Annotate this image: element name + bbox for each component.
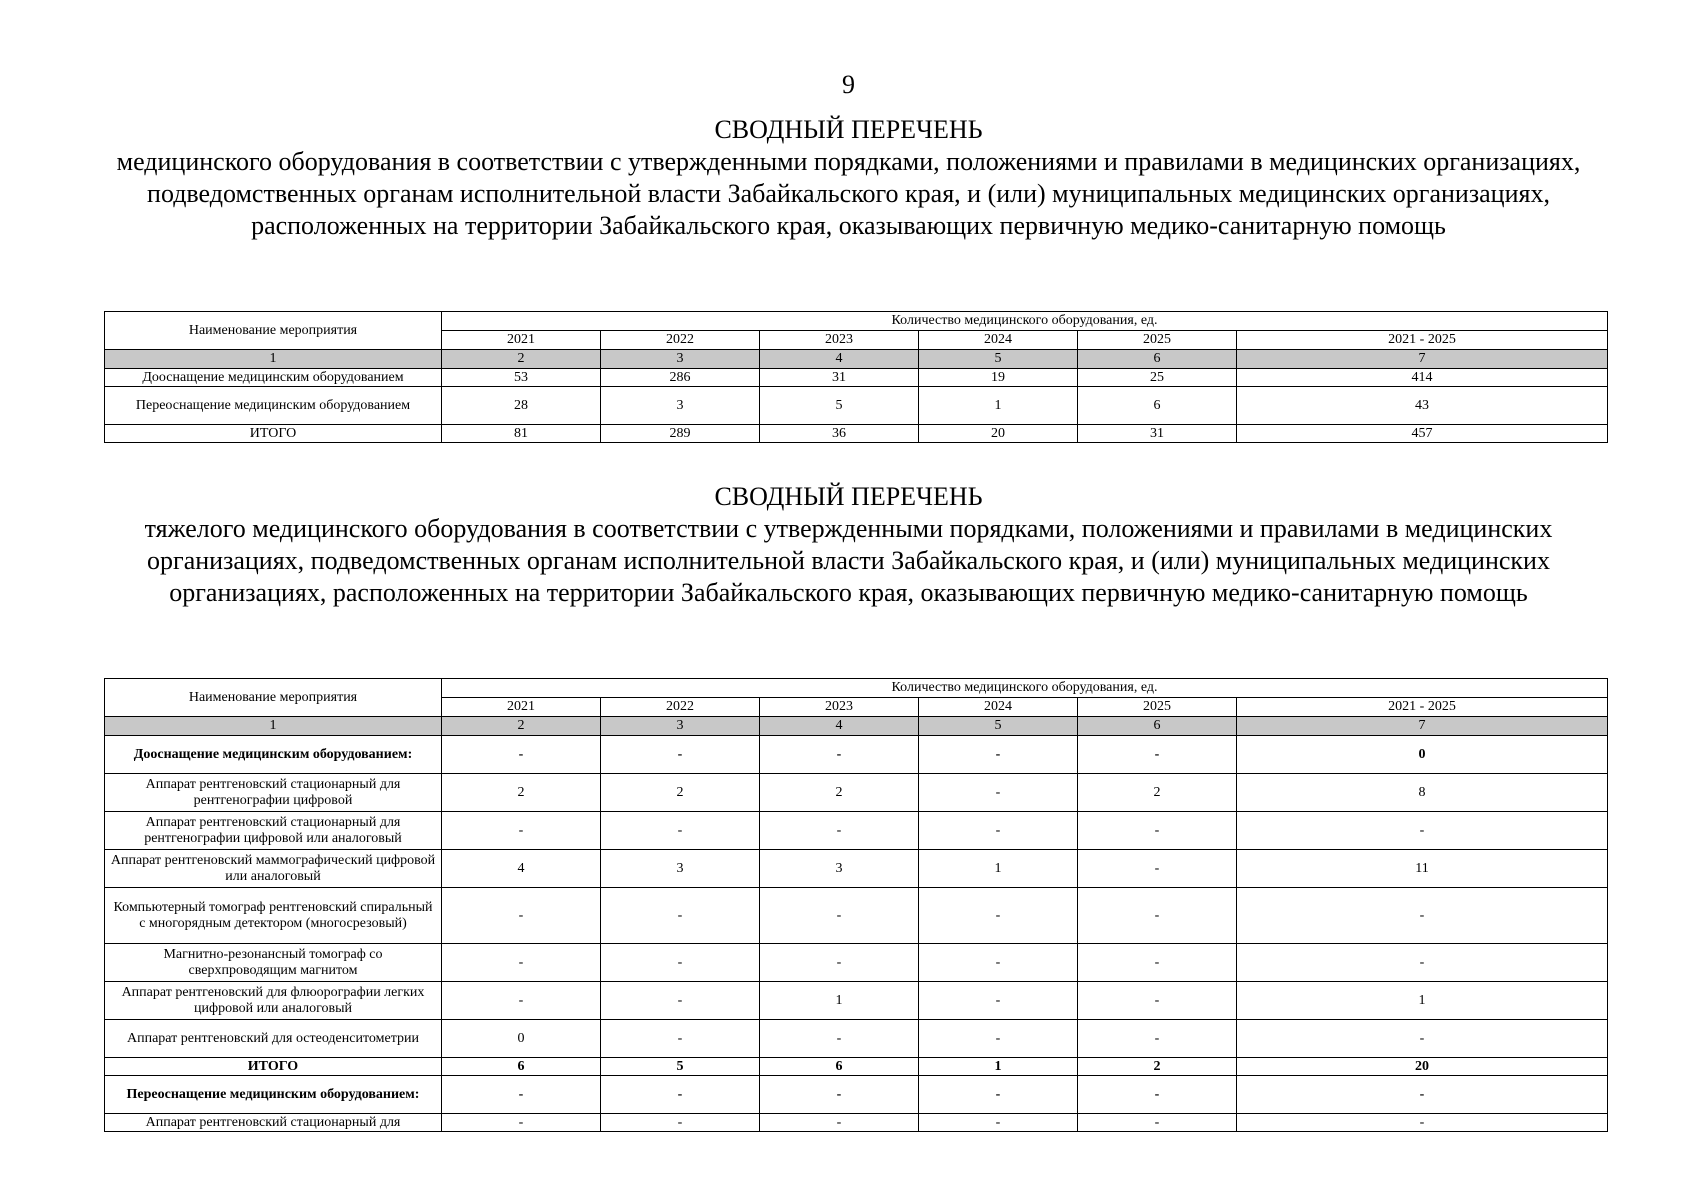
row-value: 2	[760, 774, 919, 812]
row-value: -	[1078, 736, 1237, 774]
row-value: 2	[1078, 774, 1237, 812]
section2-heading	[100, 481, 1597, 609]
row-value: 1	[1237, 982, 1608, 1020]
row-value: -	[919, 1076, 1078, 1114]
column-number: 3	[601, 717, 760, 736]
column-number: 2	[442, 350, 601, 369]
row-value: -	[442, 812, 601, 850]
row-value: -	[601, 812, 760, 850]
table-row	[105, 369, 1608, 387]
row-value: -	[919, 982, 1078, 1020]
row-value: -	[442, 736, 601, 774]
row-name: Аппарат рентгеновский маммографический цифровой или аналоговый	[105, 850, 442, 888]
row-value: -	[1237, 1114, 1608, 1132]
table-row	[105, 850, 1608, 888]
section2-title: СВОДНЫЙ ПЕРЕЧЕНЬ	[714, 482, 983, 511]
column-number: 1	[105, 350, 442, 369]
name-column-header: Наименование мероприятия	[105, 312, 442, 350]
year-header: 2023	[760, 331, 919, 350]
equipment-summary-table	[104, 311, 1608, 443]
table-row	[105, 387, 1608, 425]
table-row	[105, 812, 1608, 850]
row-value: 36	[760, 425, 919, 443]
column-number: 5	[919, 350, 1078, 369]
row-value: -	[919, 944, 1078, 982]
year-header: 2025	[1078, 698, 1237, 717]
row-value: -	[919, 812, 1078, 850]
row-value: -	[1078, 982, 1237, 1020]
row-name: Аппарат рентгеновский для флюорографии легких цифровой или аналоговый	[105, 982, 442, 1020]
year-header: 2023	[760, 698, 919, 717]
table-row	[105, 944, 1608, 982]
table-row	[105, 888, 1608, 944]
year-header: 2024	[919, 698, 1078, 717]
column-number: 1	[105, 717, 442, 736]
row-value: 457	[1237, 425, 1608, 443]
year-header: 2024	[919, 331, 1078, 350]
table-row	[105, 1058, 1608, 1076]
row-value: -	[760, 1020, 919, 1058]
table-row	[105, 1020, 1608, 1058]
row-value: 20	[1237, 1058, 1608, 1076]
row-value: -	[601, 1020, 760, 1058]
page-number: 9	[842, 70, 855, 99]
row-value: -	[1237, 1076, 1608, 1114]
row-value: -	[760, 1114, 919, 1132]
row-value: -	[1078, 1076, 1237, 1114]
row-value: 0	[442, 1020, 601, 1058]
row-value: -	[760, 888, 919, 944]
row-value: -	[919, 774, 1078, 812]
row-value: 3	[601, 850, 760, 888]
row-name: Переоснащение медицинским оборудованием	[105, 387, 442, 425]
header-row	[105, 679, 1608, 698]
row-value: 1	[919, 1058, 1078, 1076]
column-number: 3	[601, 350, 760, 369]
header-row	[105, 312, 1608, 331]
row-value: -	[760, 736, 919, 774]
table-row	[105, 1076, 1608, 1114]
row-value: -	[442, 888, 601, 944]
row-value: 81	[442, 425, 601, 443]
row-name: Дооснащение медицинским оборудованием	[105, 369, 442, 387]
row-value: 6	[442, 1058, 601, 1076]
row-value: 19	[919, 369, 1078, 387]
year-header: 2021 - 2025	[1237, 331, 1608, 350]
column-number: 2	[442, 717, 601, 736]
row-value: 11	[1237, 850, 1608, 888]
row-value: 3	[601, 387, 760, 425]
row-value: 1	[760, 982, 919, 1020]
row-value: -	[1078, 812, 1237, 850]
row-value: -	[1237, 1020, 1608, 1058]
row-value: -	[760, 812, 919, 850]
column-number: 5	[919, 717, 1078, 736]
row-value: 8	[1237, 774, 1608, 812]
column-numbers-row	[105, 717, 1608, 736]
section1-heading	[100, 114, 1597, 242]
quantity-group-header: Количество медицинского оборудования, ед.	[442, 679, 1608, 698]
heavy-equipment-table	[104, 678, 1608, 1132]
column-number: 6	[1078, 350, 1237, 369]
section2-subtitle: тяжелого медицинского оборудования в соответствии с утвержденными порядками, положениями и правилами в медицинских организациях, подведомственных органам исполнительной власти Забайкальского края, и (или) муниципальных медицинских организациях, расположенных на территории Забайкальского края, оказывающих первичную медико-санитарную помощь	[144, 514, 1553, 607]
row-value: 53	[442, 369, 601, 387]
row-value: -	[442, 982, 601, 1020]
row-value: 2	[1078, 1058, 1237, 1076]
row-value: 4	[442, 850, 601, 888]
table-row	[105, 982, 1608, 1020]
row-value: -	[1078, 850, 1237, 888]
column-number: 7	[1237, 350, 1608, 369]
row-value: 25	[1078, 369, 1237, 387]
table-row	[105, 736, 1608, 774]
year-header: 2022	[601, 331, 760, 350]
row-value: -	[601, 982, 760, 1020]
year-header: 2021 - 2025	[1237, 698, 1608, 717]
row-value: 5	[601, 1058, 760, 1076]
row-name: Компьютерный томограф рентгеновский спиральный с многорядным детектором (многосрезовый)	[105, 888, 442, 944]
row-name: Магнитно-резонансный томограф со сверхпроводящим магнитом	[105, 944, 442, 982]
section1-title: СВОДНЫЙ ПЕРЕЧЕНЬ	[714, 115, 983, 144]
row-name: ИТОГО	[105, 425, 442, 443]
year-header: 2022	[601, 698, 760, 717]
quantity-group-header: Количество медицинского оборудования, ед.	[442, 312, 1608, 331]
column-number: 6	[1078, 717, 1237, 736]
row-value: -	[1078, 1020, 1237, 1058]
year-header: 2025	[1078, 331, 1237, 350]
row-value: -	[919, 1020, 1078, 1058]
row-value: -	[601, 888, 760, 944]
row-value: 1	[919, 387, 1078, 425]
row-value: 31	[1078, 425, 1237, 443]
row-value: -	[601, 736, 760, 774]
row-value: 6	[760, 1058, 919, 1076]
row-value: 0	[1237, 736, 1608, 774]
row-name: Аппарат рентгеновский для остеоденситометрии	[105, 1020, 442, 1058]
row-name: Дооснащение медицинским оборудованием:	[105, 736, 442, 774]
row-value: -	[760, 1076, 919, 1114]
row-value: 5	[760, 387, 919, 425]
name-column-header: Наименование мероприятия	[105, 679, 442, 717]
column-number: 4	[760, 717, 919, 736]
row-value: 3	[760, 850, 919, 888]
row-value: 286	[601, 369, 760, 387]
row-value: -	[1237, 944, 1608, 982]
row-value: -	[442, 944, 601, 982]
column-number: 4	[760, 350, 919, 369]
column-numbers-row	[105, 350, 1608, 369]
row-value: -	[1078, 944, 1237, 982]
row-value: -	[442, 1076, 601, 1114]
row-value: 414	[1237, 369, 1608, 387]
row-value: 31	[760, 369, 919, 387]
row-value: 2	[442, 774, 601, 812]
row-value: 289	[601, 425, 760, 443]
row-value: -	[760, 944, 919, 982]
row-name: ИТОГО	[105, 1058, 442, 1076]
year-header: 2021	[442, 331, 601, 350]
row-value: 28	[442, 387, 601, 425]
row-value: 1	[919, 850, 1078, 888]
row-value: 6	[1078, 387, 1237, 425]
row-value: -	[919, 1114, 1078, 1132]
row-value: -	[601, 944, 760, 982]
row-value: -	[442, 1114, 601, 1132]
row-value: -	[601, 1076, 760, 1114]
table-row	[105, 774, 1608, 812]
row-value: 43	[1237, 387, 1608, 425]
table-row	[105, 425, 1608, 443]
row-value: 2	[601, 774, 760, 812]
section1-subtitle: медицинского оборудования в соответствии с утвержденными порядками, положениями и правилами в медицинских организациях, подведомственных органам исполнительной власти Забайкальского края, и (или) муниципальных медицинских организациях, расположенных на территории Забайкальского края, оказывающих первичную медико-санитарную помощь	[116, 147, 1581, 240]
column-number: 7	[1237, 717, 1608, 736]
row-value: -	[919, 888, 1078, 944]
row-value: -	[1078, 888, 1237, 944]
row-value: -	[919, 736, 1078, 774]
row-name: Аппарат рентгеновский стационарный для	[105, 1114, 442, 1132]
row-value: -	[1237, 812, 1608, 850]
row-value: -	[1078, 1114, 1237, 1132]
row-value: -	[1237, 888, 1608, 944]
row-value: -	[601, 1114, 760, 1132]
row-value: 20	[919, 425, 1078, 443]
table-row	[105, 1114, 1608, 1132]
row-name: Аппарат рентгеновский стационарный для рентгенографии цифровой	[105, 774, 442, 812]
row-name: Аппарат рентгеновский стационарный для рентгенографии цифровой или аналоговый	[105, 812, 442, 850]
year-header: 2021	[442, 698, 601, 717]
row-name: Переоснащение медицинским оборудованием:	[105, 1076, 442, 1114]
